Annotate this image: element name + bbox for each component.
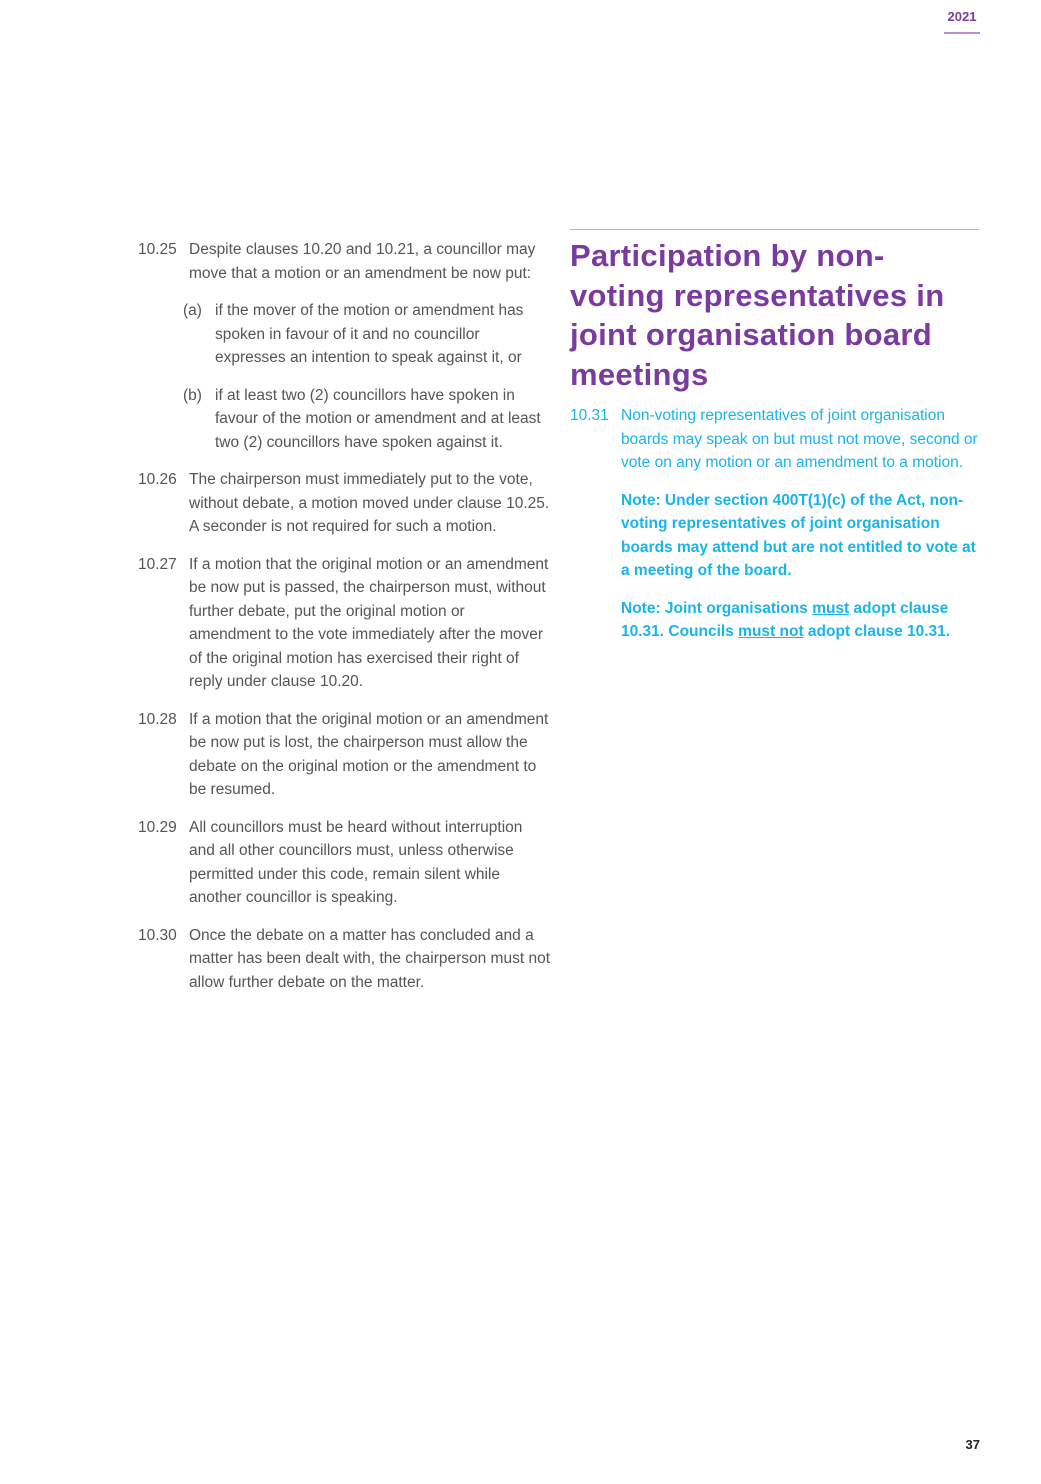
clause-number: 10.31 bbox=[570, 407, 609, 424]
clause-number: 10.26 bbox=[138, 471, 177, 488]
clause-number: 10.30 bbox=[138, 926, 177, 944]
clause-number: 10.28 bbox=[138, 710, 177, 728]
subclause-text: if the mover of the motion or amendment has spoken in favour of it and no councillor expresses an intention to speak against it, or bbox=[215, 302, 524, 366]
note-text: adopt clause 10.31. bbox=[803, 623, 951, 640]
subclause-label: (b) bbox=[183, 386, 202, 404]
header-year: 2021 bbox=[944, 8, 980, 34]
clause-number: 10.27 bbox=[138, 555, 177, 573]
clause-text: If a motion that the original motion or an amendment be now put is lost, the chairperson must allow the debate on the original motion or the amendment to be resumed. bbox=[189, 710, 549, 798]
note-section-400t: Note: Under section 400T(1)(c) of the Act, non-voting representatives of joint organisation boards may attend but are not entitled to vote at a meeting of the board. bbox=[621, 491, 976, 579]
note-text: Note: Joint organisations bbox=[621, 599, 813, 617]
clause-10-28 bbox=[138, 708, 550, 802]
clause-10-31 bbox=[570, 404, 979, 475]
subclause-10-25-a bbox=[138, 299, 550, 370]
clause-text: If a motion that the original motion or an amendment be now put is passed, the chairperson must, without further debate, put the original motion or amendment to the vote immediately after the mover of the original motion has exercised their right of reply under clause 10.20. bbox=[189, 555, 549, 690]
clause-number: 10.29 bbox=[138, 818, 177, 836]
clause-10-27 bbox=[138, 553, 550, 694]
note-text: adopt clause 10.31. Councils bbox=[621, 599, 949, 640]
clause-text: Non-voting representatives of joint organisation boards may speak on but must not move, second or vote on any motion or an amendment to a motion. bbox=[621, 407, 978, 471]
subclause-label: (a) bbox=[183, 302, 202, 319]
clause-text: Despite clauses 10.20 and 10.21, a councillor may move that a motion or an amendment be now put: bbox=[189, 241, 536, 282]
clause-text: All councillors must be heard without interruption and all other councillors must, unless otherwise permitted under this code, remain silent while another councillor is speaking. bbox=[189, 818, 523, 906]
page-number: 37 bbox=[965, 1437, 980, 1452]
section-divider bbox=[570, 229, 979, 230]
clause-text: Once the debate on a matter has concluded and a matter has been dealt with, the chairperson must not allow further debate on the matter. bbox=[189, 926, 551, 991]
clause-10-30 bbox=[138, 924, 550, 995]
clause-10-25 bbox=[138, 238, 550, 285]
note-adoption bbox=[621, 597, 979, 644]
note-emphasis-must-not: must not bbox=[738, 623, 804, 640]
clause-number: 10.25 bbox=[138, 241, 177, 258]
clause-text: The chairperson must immediately put to the vote, without debate, a motion moved under clause 10.25. A seconder is not required for such a motion. bbox=[189, 471, 550, 535]
clause-10-26 bbox=[138, 468, 550, 539]
subclause-text: if at least two (2) councillors have spoken in favour of the motion or amendment and at least two (2) councillors have spoken against it. bbox=[215, 386, 541, 451]
section-heading: Participation by non-voting representatives in joint organisation board meetings bbox=[570, 238, 945, 392]
subclause-10-25-b bbox=[138, 384, 550, 455]
left-column bbox=[138, 238, 550, 1008]
clause-10-29 bbox=[138, 816, 550, 910]
note-emphasis-must: must bbox=[812, 599, 850, 617]
right-column bbox=[570, 229, 979, 658]
